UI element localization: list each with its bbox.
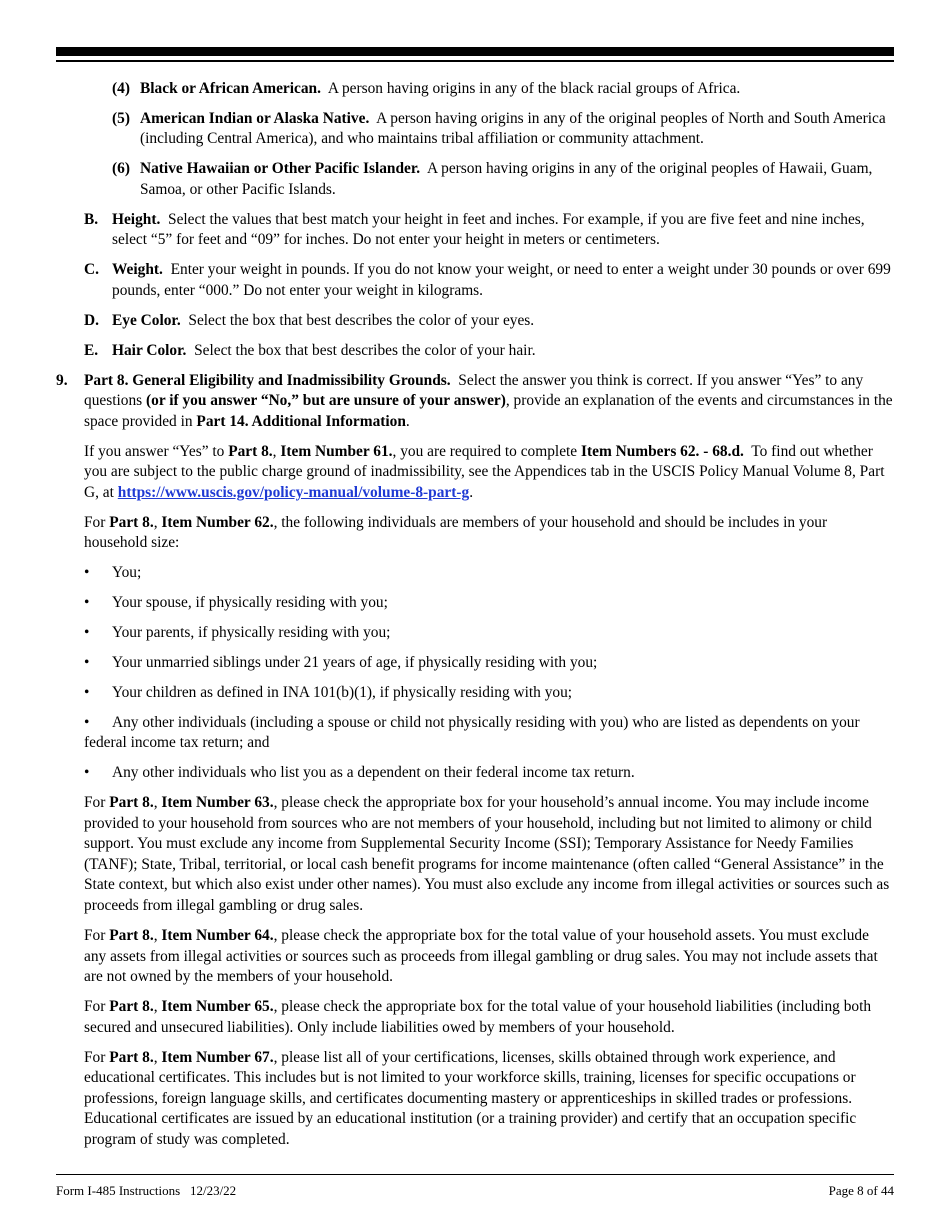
policy-manual-link[interactable]: https://www.uscis.gov/policy-manual/volume-8-part-g — [117, 483, 470, 501]
bullet-icon: • — [84, 713, 90, 731]
list-item: • Your spouse, if physically residing with you; — [56, 593, 894, 614]
paragraph-item-65: For Part 8., Item Number 65., please check the appropriate box for the total value of your household liabilities (including both secured and unsecured liabilities). Only include liabilities owed by members of your household. — [84, 998, 872, 1036]
item-label: E. — [84, 341, 99, 359]
footer-rule — [56, 1174, 894, 1175]
part8-heading: Part 8. General Eligibility and Inadmissibility Grounds. — [84, 371, 451, 389]
item-term: Hair Color. — [112, 341, 187, 359]
race-item-label: (5) — [112, 109, 130, 127]
footer-page-number: Page 8 of 44 — [828, 1183, 894, 1198]
race-term: American Indian or Alaska Native. — [140, 109, 370, 127]
paragraph-item-63: For Part 8., Item Number 63., please check the appropriate box for your household’s annual income. You may include income provided to your household from sources who are not members of your household, including but not limited to alimony or child support. You must exclude any income from Supplemental Security Income (SSI); Temporary Assistance for Needy Families (TANF); State, Tribal, territorial, or local cash benefit programs for income maintenance (often called “General Assistance” in the State context, but which also exist under other names). You must also exclude any income from illegal activities or sources such as proceeds from illegal gambling or drug sales. — [84, 794, 890, 915]
header-rule-thin — [56, 60, 894, 62]
list-item: • Any other individuals who list you as a dependent on their federal income tax return. — [56, 763, 894, 784]
race-item-5 — [56, 109, 894, 150]
bullet-icon: • — [84, 683, 90, 701]
item-term: Eye Color. — [112, 311, 181, 329]
item-label: C. — [84, 261, 99, 279]
race-item-label: (6) — [112, 160, 130, 178]
list-item: • Your parents, if physically residing with you; — [56, 623, 894, 644]
item-term: Weight. — [112, 261, 163, 279]
race-term: Native Hawaiian or Other Pacific Islander. — [140, 160, 421, 178]
race-item-label: (4) — [112, 80, 130, 97]
item-text: Select the values that best match your height in feet and inches. For example, if you are five feet and nine inches, select “5” for feet and “09” for inches. Do not enter your height in meters or centimeters. — [112, 210, 865, 249]
part8-number: 9. — [56, 371, 68, 389]
item-text: Select the box that best describes the color of your eyes. — [188, 311, 535, 329]
item-eye-color — [56, 311, 894, 332]
race-text: A person having origins in any of the original peoples of North and South America (including Central America), and who maintains tribal affiliation or community attachment. — [140, 109, 886, 148]
item-label: D. — [84, 311, 99, 329]
race-text: A person having origins in any of the black racial groups of Africa. — [327, 80, 741, 97]
additional-info-ref: Part 14. Additional Information — [196, 412, 406, 430]
item-text: Enter your weight in pounds. If you do not know your weight, or need to enter a weight under 30 pounds or over 699 pounds, enter “000.” Do not enter your weight in kilograms. — [112, 261, 891, 299]
header-rule-thick — [56, 47, 894, 56]
item-term: Height. — [112, 210, 161, 228]
bullet-icon: • — [84, 653, 90, 671]
race-item-4 — [56, 79, 894, 100]
list-item: • Any other individuals (including a spouse or child not physically residing with you) who are listed as dependents on your federal income tax return; and — [84, 713, 860, 752]
list-item: • You; — [56, 563, 894, 584]
bullet-icon: • — [84, 594, 90, 612]
list-item: • Your children as defined in INA 101(b)(1), if physically residing with you; — [56, 683, 894, 704]
item-height — [56, 210, 894, 251]
list-item: • Your unmarried siblings under 21 years of age, if physically residing with you; — [56, 653, 894, 674]
bullet-icon: • — [84, 564, 90, 582]
bullet-icon: • — [84, 624, 90, 642]
bullet-icon: • — [84, 764, 90, 782]
item-weight — [56, 260, 894, 301]
paragraph-item-62: For Part 8., Item Number 62., the following individuals are members of your household and should be includes in your household size: — [84, 513, 828, 552]
paragraph-item-64: For Part 8., Item Number 64., please check the appropriate box for the total value of your household assets. You must exclude any assets from illegal activities or sources such as proceeds from illegal gambling or drug sales. You may not include assets that are not owned by the members of your household. — [84, 926, 878, 986]
race-text: A person having origins in any of the original peoples of Hawaii, Guam, Samoa, or other Pacific Islands. — [140, 160, 873, 198]
page-content — [56, 79, 894, 1160]
paragraph-item-67: For Part 8., Item Number 67., please list all of your certifications, licenses, skills obtained through work experience, and educational certificates. This includes but is not limited to your workforce skills, training, licenses for specific occupations or professions, foreign language skills, and certificates documenting mastery or apprenticeships in skilled trades or professions. Educational certificates are issued by an educational institution (or a training provider) and certify that an occupation specific program of study was completed. — [84, 1048, 857, 1148]
race-item-6 — [56, 159, 894, 200]
footer-form-info: Form I-485 Instructions 12/23/22 — [56, 1183, 237, 1198]
paragraph-item-61: If you answer “Yes” to Part 8., Item Number 61., you are required to complete Item Numbers 62. - 68.d. To find out whether you are subject to the public charge ground of inadmissibility, see the Appendices tab in the USCIS Policy Manual Volume 8, Part G, at https://www.uscis.gov/policy-manual/volume-8-part-g. — [84, 442, 885, 501]
item-hair-color — [56, 341, 894, 362]
item-label: B. — [84, 210, 99, 228]
part8-intro: 9. Part 8. General Eligibility and Inadmissibility Grounds. Select the answer you think is correct. If you answer “Yes” to any questions (or if you answer “No,” but are unsure of your answer), provide an explanation of the events and circumstances in the space provided in Part 14. Additional Information. — [56, 371, 893, 430]
race-term: Black or African American. — [140, 80, 321, 97]
item-text: Select the box that best describes the color of your hair. — [194, 341, 536, 359]
